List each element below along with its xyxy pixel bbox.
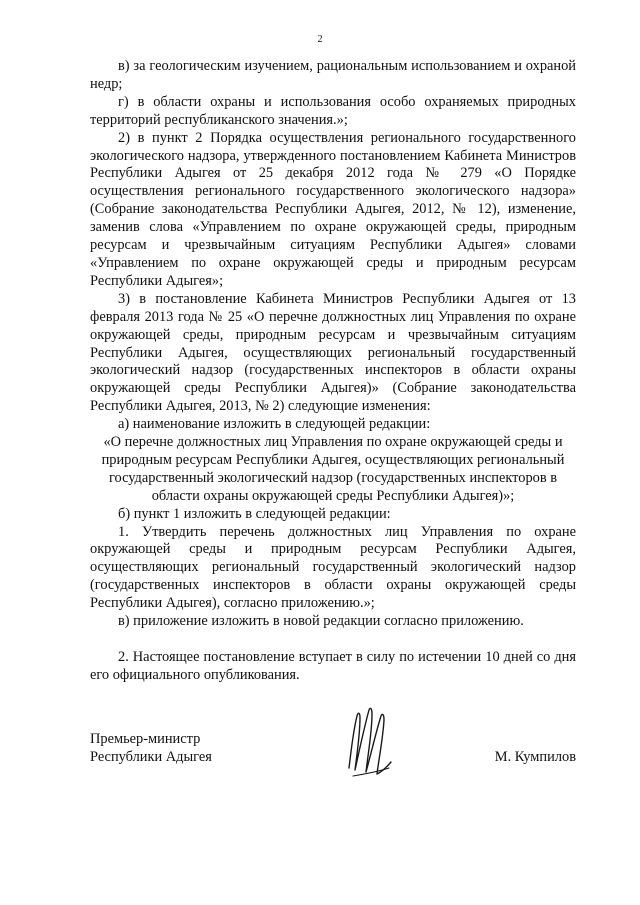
paragraph-item-3: 3) в постановление Кабинета Министров Республики Адыгея от 13 февраля 2013 года № 25 «О перечне должностных лиц Управления по охране окружающей среды, природным ресурсам и чрезвычайным ситуациям Республики Адыгея, осуществляющих региональный государственный экологический надзор (государственных инспекторов в области охраны окружающей среды Республики Адыгея)» (Собрание законодательства Республики Адыгея, 2013, № 2) следующие изменения: — [90, 290, 576, 415]
paragraph-point-1: 1. Утвердить перечень должностных лиц Управления по охране окружающей среды и природным ресурсам Республики Адыгея, осуществляющих региональный государственный экологический надзор (государственных инспекторов в области охраны окружающей среды Республики Адыгея), согласно приложению.»; — [90, 523, 576, 612]
paragraph-effective-date: 2. Настоящее постановление вступает в силу по истечении 10 дней со дня его официального опубликования. — [90, 649, 576, 683]
paragraph-item-2: 2) в пункт 2 Порядка осуществления регионального государственного экологического надзора, утвержденного постановлением Кабинета Министров Республики Адыгея от 25 декабря 2012 года № 279 «О Порядке осуществления регионального государственного экологического надзора» (Собрание законодательства Республики Адыгея, 2012, № 12), изменение, заменив слова «Управлением по охране окружающей среды, природным ресурсам и чрезвычайным ситуациям Республики Адыгея» словами «Управлением по охране окружающей среды и природным ресурсам Республики Адыгея»; — [90, 129, 576, 289]
signatory-title — [90, 731, 212, 767]
paragraph-subitem-b: б) пункт 1 изложить в следующей редакции: — [118, 505, 391, 522]
handwritten-signature — [345, 702, 395, 782]
signatory-name: М. Кумпилов — [494, 749, 576, 765]
paragraph-subitem-v2: в) приложение изложить в новой редакции согласно приложению. — [118, 613, 524, 630]
signatory-title-line2: Республики Адыгея — [90, 748, 212, 765]
signatory-title-line1: Премьер-министр — [90, 731, 201, 747]
page-number: 2 — [317, 34, 323, 45]
document-body — [90, 58, 576, 685]
paragraph-subitem-g: г) в области охраны и использования особо охраняемых природных территорий республиканского значения.»; — [90, 93, 576, 128]
quoted-title: «О перечне должностных лиц Управления по охране окружающей среды и природным ресурсам Республики Адыгея, осуществляющих региональный государственный экологический надзор (государственных инспекторов в области охраны окружающей среды Республики Адыгея)»; — [101, 434, 565, 504]
paragraph-subitem-v: в) за геологическим изучением, рациональным использованием и охраной недр; — [90, 58, 576, 92]
paragraph-subitem-a: а) наименование изложить в следующей редакции: — [118, 416, 431, 433]
